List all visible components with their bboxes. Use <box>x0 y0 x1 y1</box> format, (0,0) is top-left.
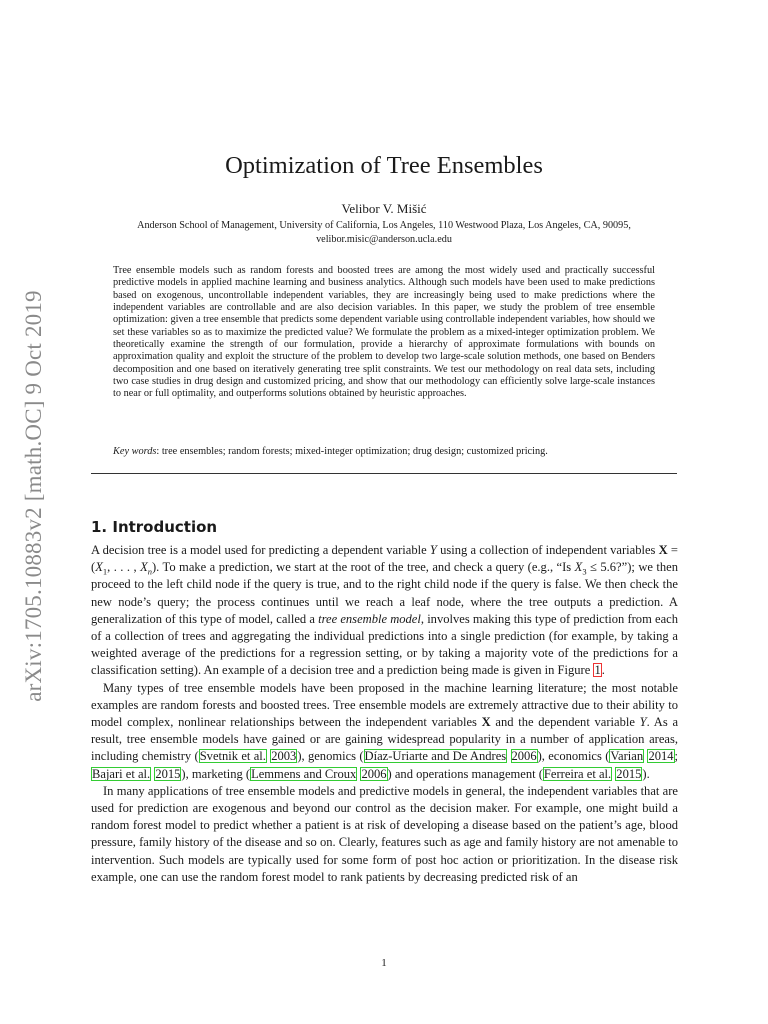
citation-link[interactable]: 2006 <box>361 766 387 781</box>
citation-link[interactable]: Varian <box>610 749 644 764</box>
citation-link[interactable]: 2015 <box>155 766 181 781</box>
text-run: A decision tree is a model used for predicting a dependent variable <box>91 543 430 557</box>
text-run: ), economics ( <box>537 749 610 764</box>
math-vector: X <box>658 543 668 557</box>
math-subscript: 1 <box>102 566 108 577</box>
paper-title: Optimization of Tree Ensembles <box>225 152 543 179</box>
text-run: , . . . , <box>107 560 141 575</box>
text-run: using a collection of independent variables <box>436 543 659 557</box>
citation-link[interactable]: 2014 <box>648 749 674 764</box>
text-run: ), genomics ( <box>297 749 364 764</box>
text-run: Many types of tree ensemble models have been proposed in the machine learning literature; the most notable examples are random forests and boosted trees. Tree ensemble models are extremely attractive due to their ability to model complex, nonlinear relationships between the independent variables <box>91 680 678 730</box>
section-heading-introduction: 1. Introduction <box>91 518 218 536</box>
text-run: ) and operations management ( <box>387 766 543 781</box>
keywords-text: : tree ensembles; random forests; mixed-integer optimization; drug design; customized pricing. <box>156 446 548 457</box>
math-vector: X <box>481 715 491 730</box>
emphasis: tree ensemble model <box>318 611 421 626</box>
text-run: and the dependent variable <box>490 715 640 730</box>
citation-link[interactable]: 2003 <box>271 749 297 764</box>
keywords <box>113 446 655 457</box>
paragraph-1 <box>91 542 678 680</box>
math-subscript: n <box>147 566 152 577</box>
text-run: ; <box>674 749 679 764</box>
citation-link[interactable]: Ferreira et al. <box>543 766 612 781</box>
body-text <box>91 542 678 886</box>
text-run: ), marketing ( <box>181 766 251 781</box>
citation-link[interactable]: Svetnik et al. <box>199 749 266 764</box>
text-run <box>507 749 510 763</box>
abstract-divider <box>91 473 677 474</box>
math-var: Y <box>429 543 437 557</box>
page-number: 1 <box>381 957 387 969</box>
text-run: ). <box>642 766 650 781</box>
math-subscript: 3 <box>582 566 587 577</box>
math-var: X <box>574 560 583 575</box>
citation-link[interactable]: 2006 <box>511 749 537 764</box>
text-run: = ( <box>91 543 678 575</box>
keywords-label: Key words <box>113 446 157 457</box>
text-run: . <box>601 663 605 678</box>
author-email[interactable]: velibor.misic@anderson.ucla.edu <box>316 234 452 245</box>
math-var: Y <box>639 715 647 730</box>
author-affiliation <box>91 219 677 247</box>
citation-link[interactable]: Bajari et al. <box>92 766 151 781</box>
text-run: ≤ 5.6?”); we then proceed to the left child node if the query is true, and to the right child node if the query is false. We then check the new node’s query; the process continues until we reach a leaf node, where the tree outputs a prediction. A generalization of this type of model, called a <box>91 560 679 626</box>
text-run: . As a result, tree ensemble models have gained or are gaining widespread popularity in a number of application areas, including chemistry ( <box>91 715 679 764</box>
text-run: ). To make a prediction, we start at the root of the tree, and check a query (e.g., “Is <box>152 560 575 575</box>
arxiv-identifier: arXiv:1705.10883v2 [math.OC] 9 Oct 2019 <box>21 290 46 702</box>
citation-link[interactable]: Lemmens and Croux <box>251 766 357 781</box>
text-run: , involves making this type of prediction from each of a collection of trees and aggregating the individual predictions into a single prediction (for example, by taking a weighted average of the predictions for a regression setting, or by taking a majority vote of the predictions for a classification setting). An example of a decision tree and a prediction being made is given in Figure <box>91 611 678 678</box>
affiliation-line: Anderson School of Management, University of California, Los Angeles, 110 Westwood Plaza, Los Angeles, CA, 90095, <box>137 220 631 231</box>
citation-link[interactable]: 2015 <box>616 766 642 781</box>
math-var: X <box>95 560 103 575</box>
figure-link[interactable]: 1 <box>594 663 601 678</box>
paragraph-2 <box>91 680 678 783</box>
citation-link[interactable]: Díaz-Uriarte and De Andres <box>364 749 507 764</box>
math-var: X <box>140 560 148 575</box>
abstract: Tree ensemble models such as random forests and boosted trees are among the most widely used and practically successful predictive models in applied machine learning and business analytics. Although such models have been used to make predictions based on exogenous, uncontrollable independent variables, they are increasingly being used to make predictions where the independent variables are controllable and are also decision variables. In this paper, we study the problem of tree ensemble optimization: given a tree ensemble that predicts some dependent variable using controllable independent variables, how should we set these variables so as to maximize the predicted value? We formulate the problem as a mixed-integer optimization problem. We theoretically examine the strength of our formulation, provide a hierarchy of approximate formulations with bounds on approximation quality and exploit the structure of the problem to develop two large-scale solution methods, one based on Benders decomposition and one based on iteratively generating tree split constraints. We test our methodology on real data sets, including two case studies in drug design and customized pricing, and show that our methodology can efficiently solve large-scale instances to near or full optimality, and outperforms solutions obtained by heuristic approaches. <box>113 265 655 400</box>
paragraph-3: In many applications of tree ensemble models and predictive models in general, the independent variables that are used for prediction are exogenous and beyond our control as the decision maker. For example, one might build a random forest model to predict whether a patient is at risk of developing a disease based on the patient’s age, blood pressure, family history of the disease and so on. Clearly, features such as age and family history are not amenable to intervention. Such models are typically used for some form of post hoc action or prioritization. In the disease risk example, one can use the random forest model to rank patients by decreasing predicted risk of an <box>91 783 678 884</box>
author-name: Velibor V. Mišić <box>341 201 427 216</box>
